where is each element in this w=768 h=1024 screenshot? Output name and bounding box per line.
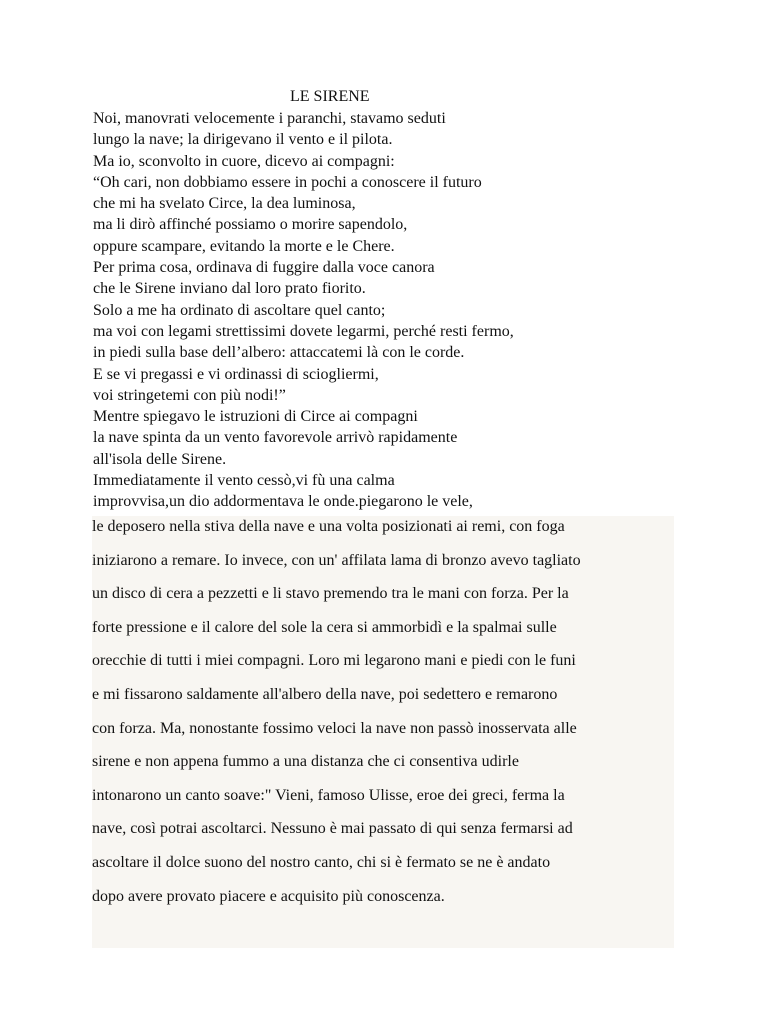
verse-line: lungo la nave; la dirigevano il vento e il pilota.: [93, 131, 393, 149]
prose-line: e mi fissarono saldamente all'albero della nave, poi sedettero e remarono: [92, 685, 558, 703]
prose-block: [92, 516, 581, 919]
prose-line: le deposero nella stiva della nave e una volta posizionati ai remi, con foga: [92, 518, 565, 535]
verse-line: all'isola delle Sirene.: [93, 450, 227, 468]
prose-line: ascoltare il dolce suono del nostro canto, chi si è fermato se ne è andato: [92, 853, 551, 871]
prose-line: un disco di cera a pezzetti e li stavo premendo tra le mani con forza. Per la: [92, 585, 569, 603]
prose-line: forte pressione e il calore del sole la cera si ammorbidì e la spalmai sulle: [92, 618, 557, 636]
verse-line: Mentre spiegavo le istruzioni di Circe ai compagni: [93, 408, 418, 426]
verse-line: che mi ha svelato Circe, la dea luminosa,: [93, 195, 356, 213]
verse-line: che le Sirene inviano dal loro prato fiorito.: [93, 280, 366, 298]
verse-block: [93, 108, 514, 513]
prose-panel: [92, 516, 674, 948]
verse-line: Ma io, sconvolto in cuore, dicevo ai compagni:: [93, 152, 395, 170]
verse-line: Solo a me ha ordinato di ascoltare quel canto;: [93, 301, 386, 319]
prose-line: iniziarono a remare. Io invece, con un' affilata lama di bronzo avevo tagliato: [92, 551, 581, 569]
verse-line: la nave spinta da un vento favorevole arrivò rapidamente: [93, 429, 458, 447]
verse-line: Immediatamente il vento cessò,vi fù una calma: [93, 472, 395, 490]
verse-line: E se vi pregassi e vi ordinassi di sciogliermi,: [93, 365, 379, 383]
verse-line: “Oh cari, non dobbiamo essere in pochi a conoscere il futuro: [93, 173, 482, 191]
verse-line: ma li dirò affinché possiamo o morire sapendolo,: [93, 216, 408, 234]
verse-line: oppure scampare, evitando la morte e le Chere.: [93, 237, 395, 255]
prose-line: intonarono un canto soave:" Vieni, famoso Ulisse, eroe dei greci, ferma la: [92, 786, 565, 804]
prose-line: sirene e non appena fummo a una distanza che ci consentiva udirle: [92, 753, 519, 771]
verse-line: Per prima cosa, ordinava di fuggire dalla voce canora: [93, 259, 435, 277]
prose-line: orecchie di tutti i miei compagni. Loro mi legarono mani e piedi con le funi: [92, 652, 576, 670]
prose-line: dopo avere provato piacere e acquisito più conoscenza.: [92, 887, 445, 905]
page-title: LE SIRENE: [290, 88, 370, 105]
verse-line: in piedi sulla base dell’albero: attaccatemi là con le corde.: [93, 344, 465, 362]
verse-line: Noi, manovrati velocemente i paranchi, stavamo seduti: [93, 110, 446, 127]
verse-line: voi stringetemi con più nodi!”: [93, 386, 286, 404]
prose-line: nave, così potrai ascoltarci. Nessuno è mai passato di qui senza fermarsi ad: [92, 820, 573, 838]
prose-line: con forza. Ma, nonostante fossimo veloci la nave non passò inosservata alle: [92, 719, 577, 737]
verse-line: ma voi con legami strettissimi dovete legarmi, perché resti fermo,: [93, 322, 514, 340]
verse-line: improvvisa,un dio addormentava le onde.piegarono le vele,: [93, 493, 473, 511]
